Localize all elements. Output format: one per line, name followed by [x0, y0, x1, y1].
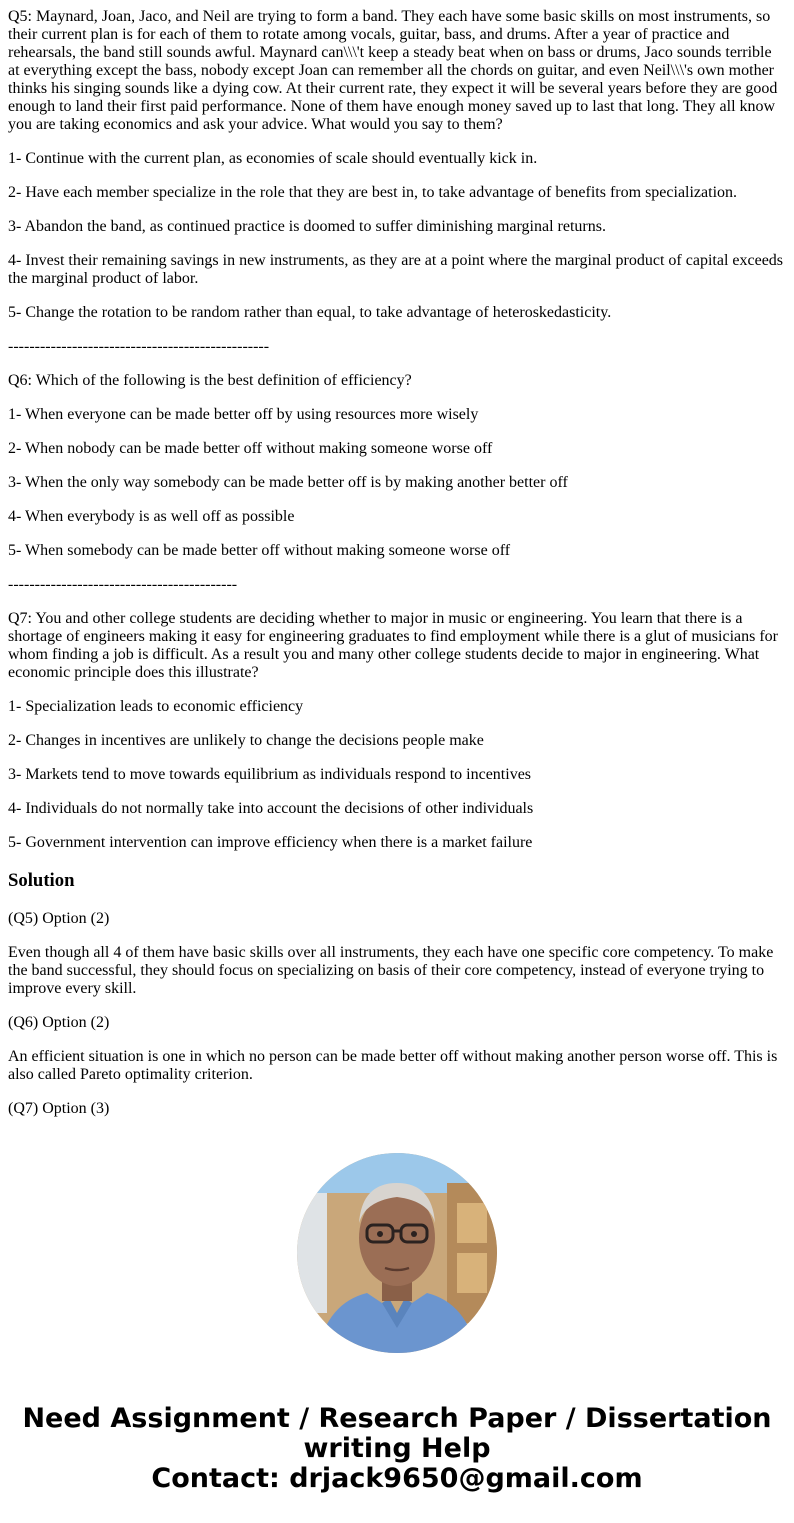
- q6-explanation: An efficient situation is one in which no person can be made better off without making another person worse off. This is also called Pareto optimality criterion.: [8, 1048, 778, 1083]
- q6-option-1: 1- When everyone can be made better off by using resources more wisely: [8, 406, 479, 423]
- q5-option-3: 3- Abandon the band, as continued practice is doomed to suffer diminishing marginal returns.: [8, 218, 606, 235]
- promo-line-1: Need Assignment / Research Paper / Dissertation: [22, 1403, 772, 1434]
- q6-option-4: 4- When everybody is as well off as possible: [8, 508, 295, 525]
- q6-option-2: 2- When nobody can be made better off without making someone worse off: [8, 440, 493, 457]
- portrait-image: [297, 1153, 497, 1353]
- promo-contact: Contact: drjack9650@gmail.com: [151, 1463, 643, 1494]
- q7-option-2: 2- Changes in incentives are unlikely to change the decisions people make: [8, 732, 484, 749]
- q5-explanation: Even though all 4 of them have basic skills over all instruments, they each have one specific core competency. To make the band successful, they should focus on specializing on basis of their core competency, instead of everyone trying to improve every skill.: [8, 944, 774, 997]
- divider-1: -------------------------------------------------: [8, 338, 270, 355]
- promo-line-2: writing Help: [303, 1433, 491, 1464]
- author-avatar: [297, 1153, 497, 1353]
- q7-option-5: 5- Government intervention can improve efficiency when there is a market failure: [8, 834, 533, 851]
- solution-heading: Solution: [8, 870, 75, 891]
- q7-option-3: 3- Markets tend to move towards equilibrium as individuals respond to incentives: [8, 766, 532, 783]
- q6-option-3: 3- When the only way somebody can be made better off is by making another better off: [8, 474, 568, 491]
- q5-question: Q5: Maynard, Joan, Jaco, and Neil are trying to form a band. They each have some basic skills on most instruments, so their current plan is for each of them to rotate among vocals, guitar, bass, and drums. After a year of practice and rehearsals, the band still sounds awful. Maynard can\\\'t keep a steady beat when on bass or drums, Jaco sounds terrible at everything except the bass, nobody except Joan can remember all the chords on guitar, and even Neil\\\'s own mother thinks his singing sounds like a dying cow. At their current rate, they expect it will be several years before they are good enough to land their first paid performance. None of them have enough money saved up to last that long. They all know you are taking economics and ask your advice. What would you say to them?: [8, 8, 778, 133]
- q5-option-5: 5- Change the rotation to be random rather than equal, to take advantage of heteroskedasticity.: [8, 304, 612, 321]
- divider-2: -------------------------------------------: [8, 576, 238, 593]
- q6-option-5: 5- When somebody can be made better off without making someone worse off: [8, 542, 511, 559]
- q7-option-1: 1- Specialization leads to economic efficiency: [8, 698, 304, 715]
- promo-banner: [0, 1404, 794, 1494]
- q7-answer: (Q7) Option (3): [8, 1100, 110, 1117]
- q5-answer: (Q5) Option (2): [8, 910, 110, 927]
- q5-option-1: 1- Continue with the current plan, as economies of scale should eventually kick in.: [8, 150, 538, 167]
- q5-option-4: 4- Invest their remaining savings in new instruments, as they are at a point where the marginal product of capital exceeds the marginal product of labor.: [8, 252, 784, 287]
- q7-option-4: 4- Individuals do not normally take into account the decisions of other individuals: [8, 800, 534, 817]
- q6-question: Q6: Which of the following is the best definition of efficiency?: [8, 372, 412, 389]
- q7-question: Q7: You and other college students are deciding whether to major in music or engineering. You learn that there is a shortage of engineers making it easy for engineering graduates to find employment while there is a glut of musicians for whom finding a job is difficult. As a result you and many other college students decide to major in engineering. What economic principle does this illustrate?: [8, 610, 778, 681]
- q6-answer: (Q6) Option (2): [8, 1014, 110, 1031]
- q5-option-2: 2- Have each member specialize in the role that they are best in, to take advantage of benefits from specialization.: [8, 184, 738, 201]
